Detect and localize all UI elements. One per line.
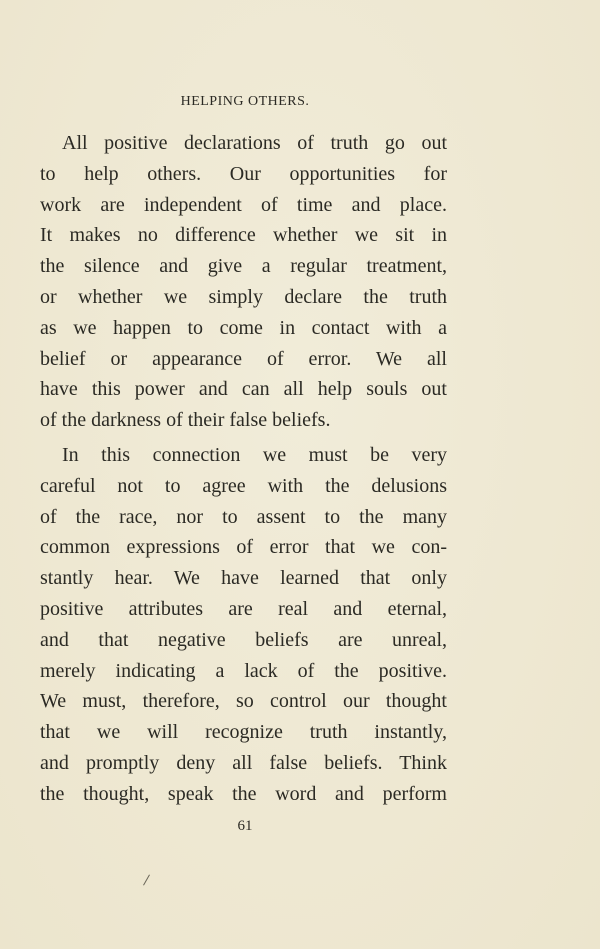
text-line: common expressions of error that we con-	[40, 536, 447, 559]
text-line: merely indicating a lack of the positive.	[40, 659, 447, 682]
text-line: that we will recognize truth instantly,	[40, 721, 447, 744]
text-line: the thought, speak the word and perform	[40, 782, 447, 805]
text-line: the silence and give a regular treatment,	[40, 255, 447, 278]
pencil-mark	[143, 875, 150, 886]
text-line: have this power and can all help souls out	[40, 378, 447, 401]
text-line: In this connection we must be very	[62, 443, 447, 466]
text-line: All positive declarations of truth go out	[62, 132, 447, 154]
text-line: of the race, nor to assent to the many	[40, 505, 447, 528]
text-line: belief or appearance of error. We all	[40, 347, 447, 370]
text-line: as we happen to come in contact with a	[40, 316, 447, 339]
text-line: careful not to agree with the delusions	[40, 474, 447, 497]
text-line: positive attributes are real and eternal,	[40, 597, 447, 620]
page-number: 61	[237, 818, 253, 834]
text-line: We must, therefore, so control our thought	[40, 690, 447, 713]
text-line: It makes no difference whether we sit in	[40, 224, 447, 247]
page-body	[40, 128, 447, 810]
text-line: and promptly deny all false beliefs. Think	[40, 751, 447, 774]
text-line: work are independent of time and place.	[40, 193, 447, 216]
running-title: HELPING OTHERS.	[180, 94, 310, 109]
text-line: or whether we simply declare the truth	[40, 285, 447, 308]
text-line: to help others. Our opportunities for	[40, 162, 447, 185]
text-line: and that negative beliefs are unreal,	[40, 628, 447, 651]
text-line: stantly hear. We have learned that only	[40, 567, 447, 590]
text-line: of the darkness of their false beliefs.	[40, 409, 331, 432]
